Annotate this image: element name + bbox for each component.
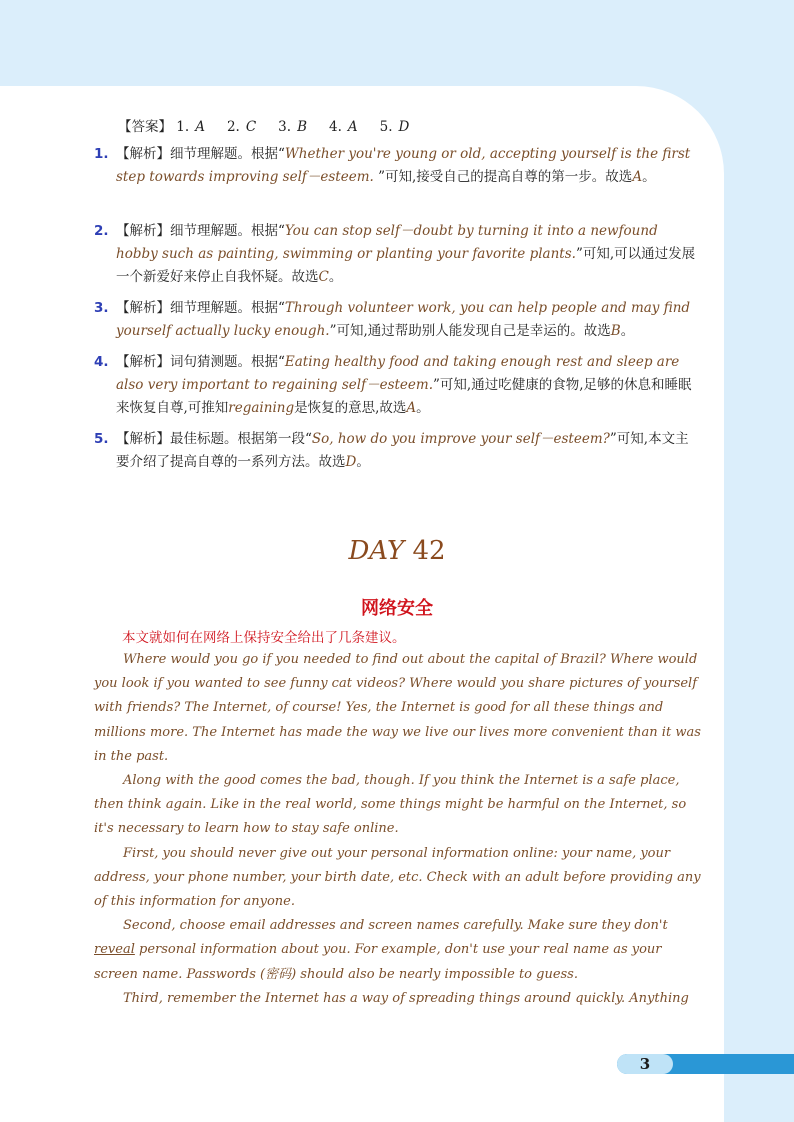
english-quote: regaining <box>228 400 295 416</box>
explanation-text <box>116 143 700 189</box>
passage-text: personal information about you. For example, don't use your real name as your screen name. Passwords (密码) should also be nearly impossible to guess. <box>94 942 662 982</box>
intro-text: 本文就如何在网络上保持安全给出了几条建议。 <box>122 630 406 646</box>
answer-choice: B <box>297 119 307 135</box>
answer-choice: A <box>347 119 358 135</box>
passage-paragraph <box>94 769 702 842</box>
passage-paragraph <box>94 987 702 1011</box>
explanation-4 <box>94 351 700 420</box>
chinese-text: 。 <box>642 169 656 185</box>
english-quote: Eating healthy food and taking enough rest and sleep are also very important to regaining self－esteem. <box>116 354 680 393</box>
explanation-text <box>116 220 700 289</box>
chinese-text: ”可知,通过吃健康的食物,足够的休息和睡眠来恢复自尊,可推知 <box>116 377 692 416</box>
chinese-text: ”可知,通过帮助别人能发现自己是幸运的。故选 <box>329 323 611 339</box>
english-quote: D <box>345 454 357 470</box>
chinese-text: 【解析】最佳标题。根据第一段“ <box>116 431 312 447</box>
header-band <box>0 0 794 86</box>
day-number: 42 <box>412 536 446 566</box>
english-quote: A <box>632 169 643 185</box>
chinese-text: 。 <box>328 269 343 285</box>
answer-number: 1. <box>176 119 190 135</box>
chinese-text: 【解析】细节理解题。根据“ <box>116 300 285 316</box>
page-number: 3 <box>617 1054 673 1074</box>
explanation-5 <box>94 428 700 474</box>
underlined-word: reveal <box>94 942 135 958</box>
passage-text: Second, choose email addresses and screen names carefully. Make sure they don't <box>123 918 668 934</box>
explanation-1 <box>94 143 700 189</box>
day-title <box>0 536 794 566</box>
answer-number: 4. <box>328 119 342 135</box>
passage-paragraph <box>94 842 702 915</box>
english-quote: C <box>318 269 329 285</box>
chinese-text: ”可知,可以通过发展一个新爱好来停止自我怀疑。故选 <box>116 246 696 285</box>
chinese-text: ”可知,接受自己的提高自尊的第一步。故选 <box>378 169 633 185</box>
chinese-text: ”可知,本文主要介绍了提高自尊的一系列方法。故选 <box>116 431 689 470</box>
english-quote: So, how do you improve your self－esteem? <box>311 431 610 447</box>
answer-choice: D <box>398 119 410 135</box>
chinese-text: 【解析】细节理解题。根据“ <box>116 223 285 239</box>
chinese-text: 。 <box>620 323 635 339</box>
answer-label: 【答案】 <box>118 119 172 135</box>
explanation-2 <box>94 220 700 289</box>
english-quote: Through volunteer work, you can help people and may find yourself actually lucky enough. <box>116 300 691 339</box>
section-title: 网络安全 <box>361 598 433 619</box>
passage-paragraph <box>94 914 702 987</box>
answer-line <box>118 115 431 135</box>
explanation-number: 1. <box>94 146 109 162</box>
explanation-text <box>116 428 700 474</box>
answer-choice: C <box>245 119 257 135</box>
explanation-text <box>116 351 700 420</box>
chinese-text: 是恢复的意思,故选 <box>294 400 407 416</box>
explanation-number: 5. <box>94 431 109 447</box>
chinese-text: 。 <box>356 454 370 470</box>
explanation-text <box>116 297 700 343</box>
answer-choice: A <box>195 119 205 135</box>
explanation-number: 2. <box>94 223 109 239</box>
passage-paragraph <box>94 648 702 769</box>
answer-number: 3. <box>278 119 292 135</box>
passage-text: Where would you go if you needed to find out about the capital of Brazil? Where would you look if you wanted to see funny cat videos? Where would you share pictures of yourself with friends? The Internet, of course! Yes, the Internet is good for all these things and millions more. The Internet has made the way we live our lives more convenient than it was in the past. <box>94 652 701 764</box>
explanation-number: 3. <box>94 300 109 316</box>
day-label: DAY <box>348 536 405 566</box>
answer-number: 2. <box>226 119 240 135</box>
passage-text: Along with the good comes the bad, though. If you think the Internet is a safe place, then think again. Like in the real world, some things might be harmful on the Internet, so it's necessary to learn how to stay safe online. <box>94 773 687 837</box>
english-quote: A <box>406 400 417 416</box>
passage-text: Third, remember the Internet has a way of spreading things around quickly. Anything <box>123 990 689 1006</box>
passage-text: First, you should never give out your personal information online: your name, your address, your phone number, your birth date, etc. Check with an adult before providing any of this information for anyone. <box>94 845 701 910</box>
english-quote: You can stop self－doubt by turning it into a newfound hobby such as painting, swimming or planting your favorite plants. <box>116 223 658 262</box>
chinese-text: 【解析】词句猜测题。根据“ <box>116 354 285 370</box>
passage <box>94 648 702 1011</box>
english-quote: Whether you're young or old, accepting yourself is the first step towards improving self－esteem. <box>116 146 691 185</box>
explanation-3 <box>94 297 700 343</box>
answer-number: 5. <box>379 119 393 135</box>
english-quote: B <box>610 323 621 339</box>
explanation-number: 4. <box>94 354 109 370</box>
chinese-text: 【解析】细节理解题。根据“ <box>116 146 285 162</box>
chinese-text: 。 <box>416 400 430 416</box>
